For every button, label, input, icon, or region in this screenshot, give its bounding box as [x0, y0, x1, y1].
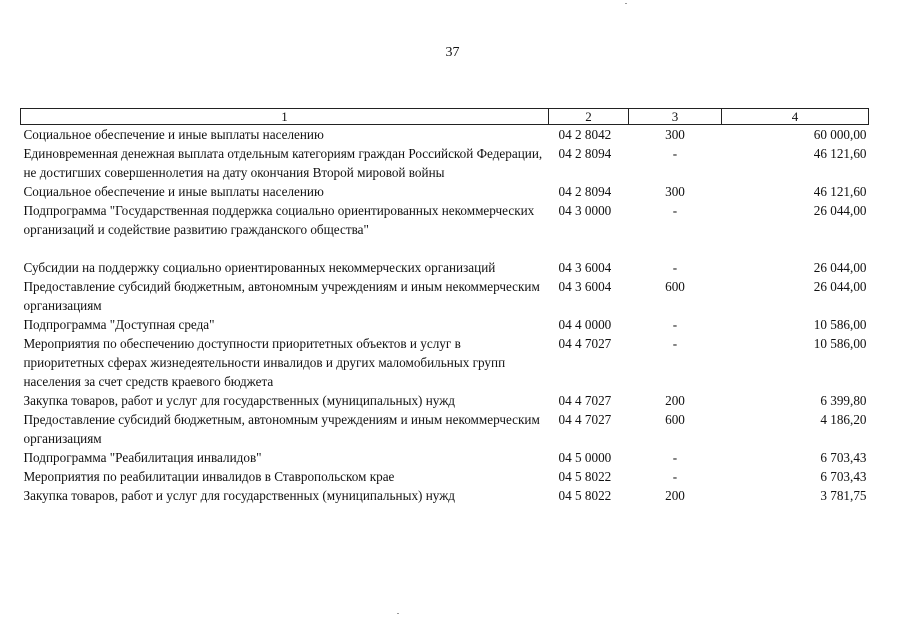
row-name: Подпрограмма "Государственная поддержка социально ориентированных некоммерческих организаций и содействие развитию гражданского общества" — [23, 203, 535, 237]
row-amount: 4 186,20 — [820, 412, 867, 427]
table-row — [21, 258, 869, 277]
row-type: - — [672, 336, 678, 351]
table-row — [21, 315, 869, 334]
table-row — [21, 391, 869, 410]
row-name: Закупка товаров, работ и услуг для государственных (муниципальных) нужд — [23, 393, 456, 408]
row-amount: 6 703,43 — [820, 450, 867, 465]
row-amount: 46 121,60 — [813, 184, 867, 199]
row-name: Предоставление субсидий бюджетным, автономным учреждениям и иным некоммерческим организациям — [23, 412, 540, 446]
table-row — [21, 125, 869, 145]
row-name: Закупка товаров, работ и услуг для государственных (муниципальных) нужд — [23, 488, 456, 503]
header-col-3: 3 — [629, 109, 722, 125]
row-code: 04 4 7027 — [558, 336, 612, 351]
row-code: 04 5 8022 — [558, 469, 612, 484]
row-type: 200 — [665, 488, 685, 503]
row-code: 04 5 0000 — [558, 450, 612, 465]
row-amount: 60 000,00 — [813, 127, 867, 142]
row-code: 04 5 8022 — [558, 488, 612, 503]
budget-table — [20, 108, 868, 505]
row-amount: 3 781,75 — [820, 488, 867, 503]
row-name: Социальное обеспечение и иные выплаты населению — [23, 127, 324, 142]
row-amount: 6 399,80 — [820, 393, 867, 408]
header-col-2: 2 — [549, 109, 629, 125]
row-type: 200 — [665, 393, 685, 408]
table-row — [21, 467, 869, 486]
row-amount: 6 703,43 — [820, 469, 867, 484]
row-code: 04 3 6004 — [558, 279, 612, 294]
row-type: 300 — [665, 184, 685, 199]
table-row — [21, 486, 869, 505]
row-amount: 26 044,00 — [813, 203, 867, 218]
row-name: Субсидии на поддержку социально ориентированных некоммерческих организаций — [23, 260, 496, 275]
row-type: - — [672, 260, 678, 275]
row-name: Единовременная денежная выплата отдельным категориям граждан Российской Федерации, не достигших совершеннолетия на дату окончания Второй мировой войны — [23, 146, 543, 180]
row-name: Социальное обеспечение и иные выплаты населению — [23, 184, 324, 199]
row-type: - — [672, 317, 678, 332]
row-type: - — [672, 469, 678, 484]
row-code: 04 2 8042 — [558, 127, 612, 142]
row-code: 04 2 8094 — [558, 184, 612, 199]
table-row — [21, 334, 869, 391]
row-amount: 26 044,00 — [813, 260, 867, 275]
row-code: 04 4 7027 — [558, 412, 612, 427]
row-name: Подпрограмма "Реабилитация инвалидов" — [23, 450, 262, 465]
row-name: Мероприятия по реабилитации инвалидов в Ставропольском крае — [23, 469, 395, 484]
row-type: - — [672, 203, 678, 218]
row-name: Предоставление субсидий бюджетным, автономным учреждениям и иным некоммерческим организациям — [23, 279, 540, 313]
row-amount: 46 121,60 — [813, 146, 867, 161]
row-amount: 26 044,00 — [813, 279, 867, 294]
scan-speck — [625, 3, 627, 4]
table-row — [21, 182, 869, 201]
page-number: 37 — [445, 45, 460, 60]
header-col-1: 1 — [21, 109, 549, 125]
table-row — [21, 448, 869, 467]
row-code: 04 2 8094 — [558, 146, 612, 161]
header-col-4: 4 — [722, 109, 869, 125]
row-code: 04 4 7027 — [558, 393, 612, 408]
table-row — [21, 144, 869, 182]
row-name: Подпрограмма "Доступная среда" — [23, 317, 215, 332]
row-amount: 10 586,00 — [813, 336, 867, 351]
scan-speck — [397, 613, 399, 614]
row-type: 600 — [665, 279, 685, 294]
row-code: 04 4 0000 — [558, 317, 612, 332]
row-type: 600 — [665, 412, 685, 427]
row-type: 300 — [665, 127, 685, 142]
row-name: Мероприятия по обеспечению доступности приоритетных объектов и услуг в приоритетных сферах жизнедеятельности инвалидов и других маломобильных групп населения за счет средств краевого бюджета — [23, 336, 506, 389]
table-row — [21, 277, 869, 315]
row-amount: 10 586,00 — [813, 317, 867, 332]
table-row — [21, 410, 869, 448]
row-code: 04 3 0000 — [558, 203, 612, 218]
table-header-row — [21, 109, 869, 125]
row-type: - — [672, 450, 678, 465]
row-type: - — [672, 146, 678, 161]
row-code: 04 3 6004 — [558, 260, 612, 275]
table-row — [21, 201, 869, 258]
